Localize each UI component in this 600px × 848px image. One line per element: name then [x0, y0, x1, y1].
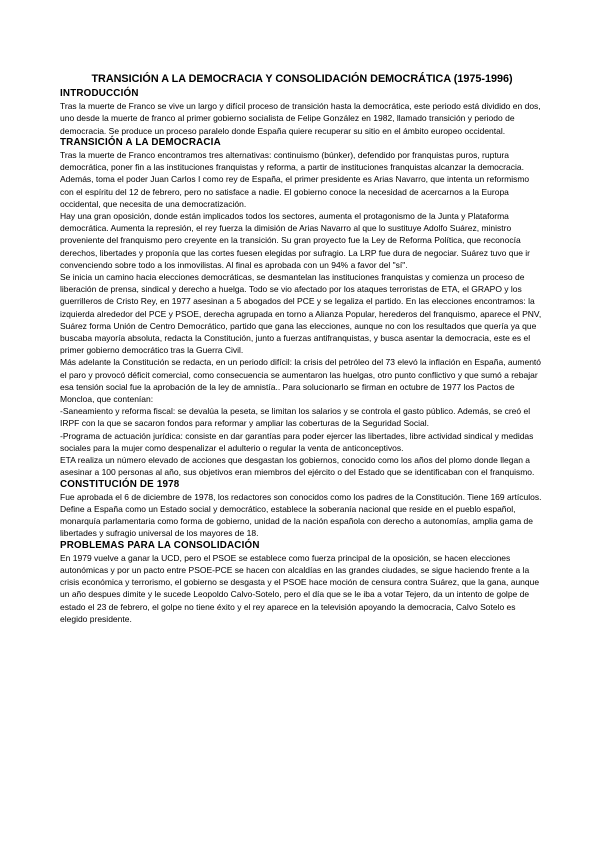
- paragraph: -Programa de actuación jurídica: consiste en dar garantías para poder ejercer las libertades, libre actividad sindical y medidas sociales para la mujer como despenalizar el adulterio o regular la venta de anticonceptivos.: [60, 430, 534, 453]
- paragraph: Tras la muerte de Franco encontramos tres alternativas: continuismo (búnker), defendido por franquistas puros, ruptura democrática, poner fin a las instituciones franquistas y reforma, a partir de instituciones franquistas alcanzar la democracia.: [60, 150, 524, 173]
- paragraph: Además, toma el poder Juan Carlos I como rey de España, el primer presidente es Arias Navarro, que intenta un reformismo con el espíritu del 12 de febrero, pero no satisface a nadie. El gobierno conoce la necesidad de acercarnos a la Europa occidental, que necesita de una democratización.: [60, 174, 530, 209]
- section-heading: TRANSICIÓN A LA DEMOCRACIA: [60, 136, 221, 148]
- paragraph: Hay una gran oposición, donde están implicados todos los sectores, aumenta el protagonismo de la Junta y Plataforma democrática. Aumenta la represión, el rey fuerza la dimisión de Arias Navarro al que lo sustituye Adolfo Suárez, ministro proveniente del franquismo pero creyente en la transición. Su gran proyecto fue la Ley de Reforma Política, que reconocía derechos, libertades y proponía que las cortes fuesen elegidas por sufragio. La LRP fue dura de negociar. Suárez tuvo que ir convenciendo sobre todo a los inmovilistas. Al final es aprobada con un 94% a favor del "sí".: [60, 211, 531, 270]
- paragraph: ETA realiza un número elevado de acciones que desgastan los gobiernos, conocido como los años del plomo donde llegan a asesinar a 100 personas al año, sus objetivos eran miembros del ejército o del Estado que se identificaban con el franquismo.: [60, 455, 535, 478]
- section-heading: INTRODUCCIÓN: [60, 88, 139, 99]
- section-heading: CONSTITUCIÓN DE 1978: [60, 478, 180, 490]
- paragraph: Tras la muerte de Franco se vive un largo y difícil proceso de transición hasta la democrática, este periodo está dividido en dos, uno desde la muerte de franco al primer gobierno socialista de Felipe González en 1982, llamado transición y periodo de democracia. Se produce un proceso paralelo donde España quiere recuperar su sitio en el ámbito europeo occidental.: [60, 101, 541, 136]
- document-title: TRANSICIÓN A LA DEMOCRACIA Y CONSOLIDACIÓN DEMOCRÁTICA (1975-1996): [91, 73, 513, 85]
- paragraph: -Saneamiento y reforma fiscal: se devalúa la peseta, se limitan los salarios y se controla el gasto público. Además, se creó el IRPF con la que se sacaron fondos para reformar y ampliar las coberturas de la Seguridad Social.: [60, 406, 531, 429]
- paragraph: Se inicia un camino hacia elecciones democráticas, se desmantelan las instituciones franquistas y comienza un proceso de liberación de prensa, sindical y derecho a huelga. Todo se vio afectado por los ataques terroristas de ETA, el GRAPO y los guerrilleros de Cristo Rey, en 1977 asesinan a 5 abogados del PCE y se legaliza el partido. En las elecciones encontramos: la izquierda alrededor del PCE y PSOE, derecha agrupada en torno a Alianza Popular, herederos del franquismo, aparece el PNV, Suárez forma Unión de Centro Democrático, partido que gana las elecciones, aunque no con los resultados que quería ya que buscaba mayoría absoluta, redacta la Constitución, junto a fuerzas antifranquistas, y busca asentar la democracia, este es el primer gobierno democrático tras la Guerra Civil.: [60, 272, 542, 356]
- section-transicion: [60, 137, 544, 479]
- paragraph: Más adelante la Constitución se redacta, en un periodo difícil: la crisis del petróleo del 73 elevó la inflación en España, aumentó el paro y provocó déficit comercial, como consecuencia se aumentaron las huelgas, otro punto conflictivo y que sumó a rebajar esa tensión social fue la aprobación de la ley de amnistía.. Para solucionarlo se firman en octubre de 1977 los Pactos de Moncloa, que contenían:: [60, 357, 542, 405]
- section-constitucion: [60, 479, 544, 540]
- section-problemas: [60, 540, 544, 625]
- section-heading: PROBLEMAS PARA LA CONSOLIDACIÓN: [60, 539, 260, 551]
- paragraph: En 1979 vuelve a ganar la UCD, pero el PSOE se establece como fuerza principal de la oposición, se hacen elecciones autonómicas y por un pacto entre PSOE-PCE se hacen con alcaldías en las grandes ciudades, se sigue haciendo frente a la crisis económica y terrorismo, el gobierno se desgasta y el PSOE hace moción de censura contra Suárez, que la gana, aunque un año despues dimite y le sucede Leopoldo Calvo-Sotelo, pero el día que se le iba a votar Tejero, da un intento de golpe de estado el 23 de febrero, el golpe no tiene éxito y el rey aparece en la televisión apoyando la democracia, Calvo Sotelo es elegido presidente.: [60, 552, 540, 624]
- paragraph: Fue aprobada el 6 de diciembre de 1978, los redactores son conocidos como los padres de la Constitución. Tiene 169 artículos. Define a España como un Estado social y democrático, establece la soberanía nacional que reside en el pueblo español, monarquía parlamentaria como forma de gobierno, unidad de la nación española con derecho a autonomías, amplia gama de libertades y sufragio universal de los mayores de 18.: [60, 491, 542, 539]
- section-introduccion: [60, 88, 544, 137]
